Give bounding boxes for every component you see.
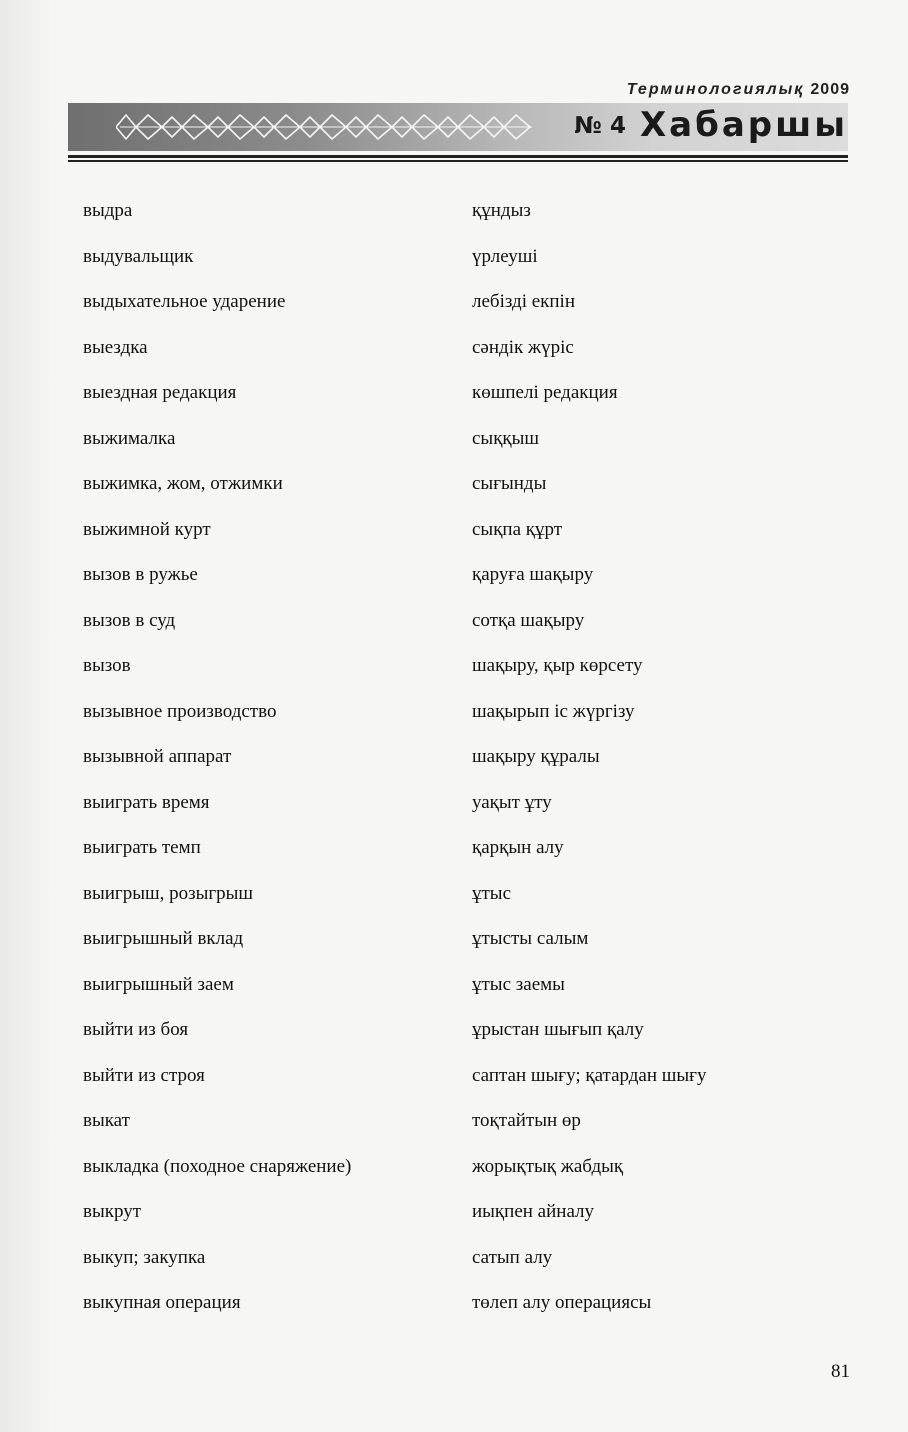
kazakh-term: шақыру, қыр көрсету: [472, 655, 643, 676]
russian-term: выкупная операция: [83, 1292, 241, 1313]
kazakh-term: ұтыс: [472, 882, 512, 904]
kazakh-term: үрлеуші: [472, 245, 538, 267]
russian-term: выиграть время: [83, 791, 210, 813]
kazakh-term: сатып алу: [472, 1246, 553, 1268]
russian-term: вызывное производство: [83, 700, 277, 722]
glossary-row: [0, 1064, 908, 1094]
kazakh-term: құндыз: [472, 200, 531, 221]
glossary-row: [0, 381, 908, 411]
glossary-row: [0, 518, 908, 548]
glossary-row: [0, 654, 908, 684]
kazakh-term: ұтысты салым: [472, 928, 589, 949]
russian-term: вызов в суд: [83, 609, 176, 631]
russian-term: вызов: [83, 655, 131, 676]
glossary-row: [0, 973, 908, 1003]
kazakh-term: жорықтық жабдық: [472, 1155, 624, 1177]
kazakh-term: сыққыш: [472, 427, 540, 449]
glossary-row: [0, 472, 908, 502]
glossary-row: [0, 1155, 908, 1185]
glossary-row: [0, 745, 908, 775]
glossary-row: [0, 245, 908, 275]
glossary-row: [0, 700, 908, 730]
russian-term: выдра: [83, 200, 133, 221]
russian-term: выйти из боя: [83, 1019, 189, 1040]
glossary-row: [0, 427, 908, 457]
russian-term: вызов в ружье: [83, 564, 198, 585]
russian-term: выкуп; закупка: [83, 1246, 206, 1268]
kazakh-term: сығынды: [472, 473, 547, 494]
glossary-row: [0, 927, 908, 957]
russian-term: выйти из строя: [83, 1064, 205, 1086]
russian-term: выкат: [83, 1110, 130, 1131]
russian-term: выжималка: [83, 427, 176, 449]
russian-term: выездная редакция: [83, 382, 237, 403]
kazakh-term: ұтыс заемы: [472, 973, 565, 995]
kazakh-term: қаруға шақыру: [472, 564, 594, 585]
kazakh-term: лебізді екпін: [472, 291, 575, 312]
glossary-row: [0, 1246, 908, 1276]
russian-term: выиграть темп: [83, 837, 201, 858]
issue-number: № 4: [574, 113, 626, 139]
russian-term: выигрышный вклад: [83, 928, 244, 949]
kazakh-term: сықпа құрт: [472, 518, 563, 540]
journal-title: Хабаршы: [639, 105, 848, 145]
glossary-row: [0, 563, 908, 593]
russian-term: выкладка (походное снаряжение): [83, 1155, 352, 1177]
russian-term: выигрыш, розыгрыш: [83, 882, 254, 904]
kazakh-term: уақыт ұту: [472, 791, 552, 813]
russian-term: выездка: [83, 336, 148, 358]
glossary-row: [0, 791, 908, 821]
glossary-row: [0, 609, 908, 639]
russian-term: выжимка, жом, отжимки: [83, 473, 283, 494]
glossary-row: [0, 882, 908, 912]
glossary-row: [0, 1291, 908, 1321]
russian-term: выигрышный заем: [83, 973, 234, 995]
glossary-row: [0, 836, 908, 866]
glossary-row: [0, 1200, 908, 1230]
glossary-row: [0, 1018, 908, 1048]
glossary-row: [0, 336, 908, 366]
kazakh-term: көшпелі редакция: [472, 382, 618, 403]
russian-term: выжимной курт: [83, 518, 211, 540]
russian-term: выдувальщик: [83, 245, 194, 267]
kazakh-term: шақыру құралы: [472, 746, 600, 767]
kazakh-term: саптан шығу; қатардан шығу: [472, 1064, 707, 1086]
kazakh-term: сәндік жүріс: [472, 336, 574, 358]
russian-term: выдыхательное ударение: [83, 291, 286, 312]
kazakh-term: шақырып іс жүргізу: [472, 700, 635, 722]
journal-year: 2009: [810, 81, 850, 98]
glossary-row: [0, 199, 908, 229]
kazakh-term: сотқа шақыру: [472, 609, 585, 631]
page-number: 81: [831, 1361, 850, 1382]
kazakh-term: ұрыстан шығып қалу: [472, 1019, 644, 1040]
kazakh-term: иықпен айналу: [472, 1201, 595, 1222]
russian-term: вызывной аппарат: [83, 746, 232, 767]
glossary-row: [0, 1109, 908, 1139]
kazakh-term: қарқын алу: [472, 837, 564, 858]
kazakh-term: төлеп алу операциясы: [472, 1292, 652, 1313]
kazakh-term: тоқтайтын өр: [472, 1110, 581, 1131]
journal-name: Терминологиялық: [626, 81, 805, 98]
glossary-row: [0, 290, 908, 320]
russian-term: выкрут: [83, 1201, 142, 1222]
